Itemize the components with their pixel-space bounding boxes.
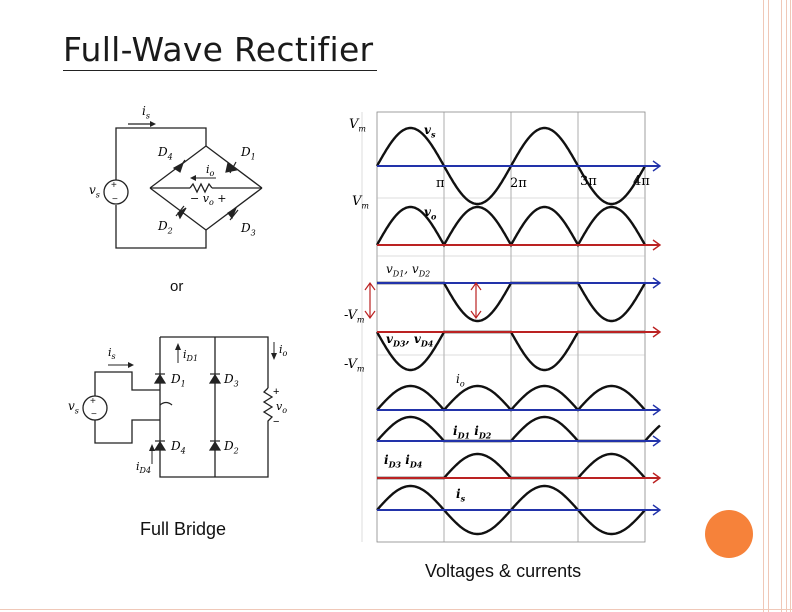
label-neg-vm-1: $-V_m$ [344,308,365,325]
label-id4-bottom: $i_{D4}$ [136,460,152,476]
label-vd3-vd4: $v_{D3}$, $v_{D4}$ [386,332,434,349]
label-vo-wave: $v_o$ [424,205,437,222]
label-plus-bottom: + [273,386,280,398]
svg-text:+: + [111,180,117,191]
label-pi: π [436,176,445,191]
label-d4-top: $D_4$ [158,145,173,162]
svg-text:−: − [91,409,97,420]
label-is-bottom: $i_s$ [108,346,116,362]
label-d1-bottom: $D_1$ [171,372,186,389]
label-d2-top: $D_2$ [158,219,173,236]
label-vs-bottom: $v_s$ [68,399,79,416]
label-d3-bottom: $D_3$ [224,372,239,389]
label-id1-id2: $i_{D1}$ $i_{D2}$ [453,424,492,441]
label-is-wave: $i_s$ [456,487,466,504]
label-minus-bottom: − [273,416,280,428]
label-id1-bottom: $i_{D1}$ [183,348,199,364]
or-label: or [170,278,184,295]
label-d1-top: $D_1$ [241,145,256,162]
label-io-wave: $i_o$ [456,372,465,389]
label-vd1-vd2: $v_{D1}$, $v_{D2}$ [386,262,431,279]
label-vo-top: − $v_o$ + [190,192,227,208]
label-d2-bottom: $D_2$ [224,439,239,456]
label-d4-bottom: $D_4$ [171,439,186,456]
svg-text:−: − [112,194,118,205]
label-4pi: 4π [633,174,650,189]
label-d3-top: $D_3$ [241,221,256,238]
label-vs-top: $v_s$ [89,183,100,200]
label-id3-id4: $i_{D3}$ $i_{D4}$ [384,453,423,470]
label-io-bottom: $i_o$ [279,343,288,359]
full-bridge-caption: Full Bridge [140,519,227,539]
label-vo-bottom: $v_o$ [276,400,288,416]
voltages-currents-caption: Voltages & currents [425,561,582,581]
label-vm-2: $V_m$ [352,194,369,211]
label-vm-1: $V_m$ [349,117,366,134]
id1-id2-curve [377,417,660,441]
accent-circle [705,510,753,558]
label-io-top: $i_o$ [206,163,215,179]
page-title: Full-Wave Rectifier [63,30,377,71]
label-2pi: 2π [510,176,527,191]
label-vs-wave: $v_s$ [424,123,436,140]
label-neg-vm-2: $-V_m$ [344,357,365,374]
label-is-top: $i_s$ [142,104,150,121]
svg-text:+: + [90,396,96,407]
label-3pi: 3π [580,174,597,189]
